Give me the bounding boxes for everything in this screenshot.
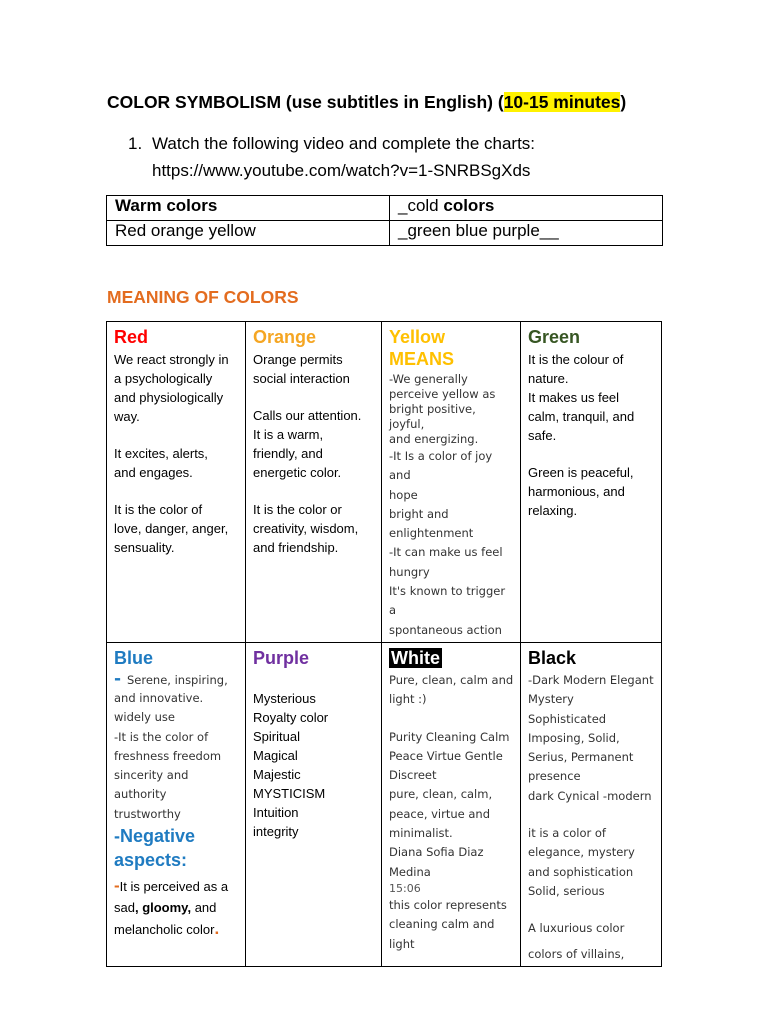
green-heading: Green: [528, 327, 581, 347]
yellow-heading: Yellow MEANS: [389, 327, 455, 369]
instruction-text: Watch the following video and complete the charts:: [152, 134, 536, 153]
table-row: [107, 196, 663, 221]
negative-aspects-heading: -Negative: [114, 826, 196, 847]
color-meaning-table: [106, 321, 662, 967]
white-cell: White Pure, clean, calm and light :) Purity Cleaning Calm Peace Virtue Gentle Discreet pure, clean, calm, peace, virtue and minimalist. Diana Sofia Diaz Medina 15:06 this color represents cleaning calm and light: [382, 642, 521, 966]
section-heading: MEANING OF COLORS: [107, 287, 299, 307]
table-row: [107, 322, 662, 643]
white-heading: White: [391, 647, 440, 668]
cold-header-cell: _cold colors: [390, 196, 663, 221]
blue-heading: Blue: [114, 647, 154, 668]
table-row: [107, 642, 662, 966]
warm-header-cell: Warm colors: [107, 196, 390, 221]
cold-values-cell: _green blue purple__: [390, 221, 663, 246]
green-cell: Green It is the colour of nature. It makes us feel calm, tranquil, and safe. Green is peaceful, harmonious, and relaxing.: [521, 322, 662, 643]
yellow-cell: Yellow MEANS -We generally perceive yellow as bright positive, joyful, and energizing. -It Is a color of joy and hope bright and enlightenment -It can make us feel hungry It's known to trigger a spontaneous action: [382, 322, 521, 643]
orange-heading: Orange: [253, 327, 317, 347]
table-row: [107, 221, 663, 246]
title-main: COLOR SYMBOLISM (use subtitles in English): [107, 92, 498, 112]
black-heading: Black: [528, 647, 577, 668]
blue-cell: Blue - Serene, inspiring, and innovative. widely use -It is the color of freshness freedom sincerity and authority trustworthy -Negative aspects: -It is perceived as a sad, gloomy, and melancholic color.: [107, 642, 246, 966]
title-close-paren: ): [620, 92, 627, 112]
purple-cell: Purple Mysterious Royalty color Spiritual Magical Majestic MYSTICISM Intuition integrity: [246, 642, 382, 966]
title-open-paren: (: [497, 92, 504, 112]
warm-values-cell: Red orange yellow: [107, 221, 390, 246]
red-cell: Red We react strongly in a psychologically and physiologically way. It excites, alerts, and engages. It is the color of love, danger, anger, sensuality.: [107, 322, 246, 643]
list-number: 1.: [128, 134, 143, 153]
orange-cell: Orange Orange permits social interaction Calls our attention. It is a warm, friendly, and energetic color. It is the color or creativity, wisdom, and friendship.: [246, 322, 382, 643]
video-link[interactable]: https://www.youtube.com/watch?v=1-SNRBSgXds: [152, 161, 531, 180]
warm-cold-table: [106, 195, 663, 246]
red-heading: Red: [114, 327, 149, 347]
black-cell: Black -Dark Modern Elegant Mystery Sophisticated Imposing, Solid, Serius, Permanent presence dark Cynical -modern it is a color of elegance, mystery and sophistication Solid, serious A luxurious color colors of villains,: [521, 642, 662, 966]
document-title: [107, 92, 626, 113]
timestamp: 15:06: [389, 881, 421, 895]
title-highlight: 10-15 minutes: [503, 92, 621, 112]
purple-heading: Purple: [253, 647, 310, 668]
